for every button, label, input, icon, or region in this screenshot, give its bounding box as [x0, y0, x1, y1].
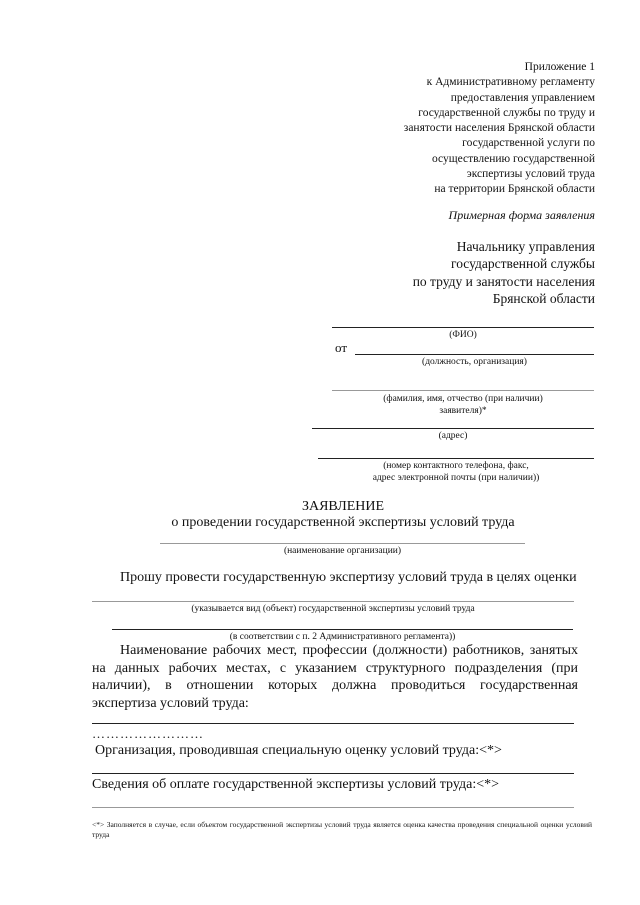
workplaces-field-line[interactable]	[92, 723, 574, 724]
applicant-name-caption-2: заявителя)*	[439, 406, 487, 416]
addressee-line: Начальнику управления	[456, 239, 595, 254]
appendix-line: Приложение 1	[524, 61, 595, 73]
form-label: Примерная форма заявления	[448, 208, 595, 222]
workplaces-continuation-dots: ……………………	[92, 726, 204, 741]
address-caption: (адрес)	[438, 431, 468, 441]
fio-caption: (ФИО)	[449, 330, 477, 340]
fio-field-line[interactable]	[332, 327, 594, 328]
payment-info-field-line[interactable]	[92, 807, 574, 808]
organization-caption: (наименование организации)	[283, 546, 402, 556]
appendix-line: к Административному регламенту	[426, 76, 595, 89]
appendix-line: экспертизы условий труда	[466, 168, 595, 181]
expertise-object-caption: (указывается вид (объект) государственной экспертизы условий труда	[191, 604, 475, 614]
appendix-line: государственной службы по труду и	[418, 106, 595, 119]
expertise-object-field-line[interactable]	[92, 601, 574, 602]
addressee-line: Брянской области	[492, 290, 595, 306]
footnote: <*> Заполняется в случае, если объектом государственной экспертизы условий труда является оценка качества проведения специальной оценки условий труда	[92, 820, 592, 839]
document-title: ЗАЯВЛЕНИЕ	[301, 499, 385, 514]
appendix-block	[300, 60, 595, 198]
addressee-line: государственной службы	[451, 256, 595, 272]
addressee-block	[300, 238, 595, 307]
appendix-line: на территории Брянской области	[434, 183, 595, 196]
appendix-line: государственной услуги по	[462, 137, 595, 150]
document-subtitle: о проведении государственной экспертизы условий труда	[171, 515, 515, 530]
contact-caption-2: адрес электронной почты (при наличии))	[372, 473, 540, 483]
appendix-line: осуществлению государственной	[432, 152, 595, 165]
contact-caption-1: (номер контактного телефона, факс,	[383, 461, 529, 471]
addressee-line: по труду и занятости населения	[412, 273, 595, 289]
organization-field-line[interactable]	[160, 543, 525, 544]
position-caption: (должность, организация)	[422, 357, 527, 367]
applicant-name-field-line[interactable]	[332, 390, 594, 391]
contact-field-line[interactable]	[318, 458, 594, 459]
request-text: Прошу провести государственную экспертизу условий труда в целях оценки	[120, 570, 577, 585]
from-label: от	[335, 340, 348, 355]
regulation-field-line[interactable]	[112, 629, 573, 630]
appendix-line: предоставления управлением	[450, 91, 595, 104]
appendix-line: занятости населения Брянской области	[403, 122, 595, 135]
payment-info-text: Сведения об оплате государственной экспертизы условий труда:<*>	[92, 777, 499, 792]
applicant-name-caption-1: (фамилия, имя, отчество (при наличии)	[383, 394, 543, 404]
address-field-line[interactable]	[312, 428, 594, 429]
regulation-caption: (в соответствии с п. 2 Административного регламента))	[229, 632, 456, 642]
assessment-organization-field-line[interactable]	[92, 773, 574, 774]
assessment-organization-text: Организация, проводившая специальную оценку условий труда:<*>	[95, 743, 502, 758]
workplaces-paragraph: Наименование рабочих мест, профессии (должности) работников, занятых на данных рабочих местах, с указанием структурного подразделения (при наличии), в отношении которых должна проводиться государственная экспертиза условий труда:	[92, 643, 578, 711]
position-field-line[interactable]	[355, 354, 594, 355]
